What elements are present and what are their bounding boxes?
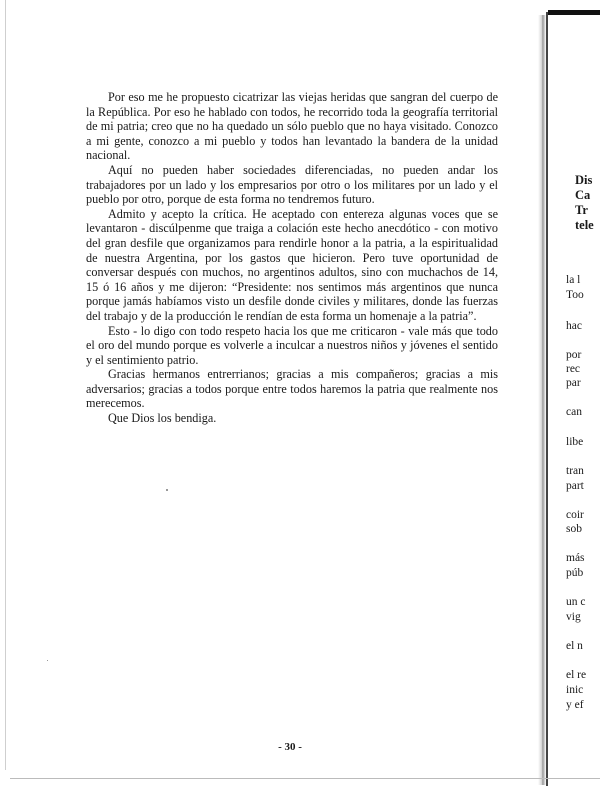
text-fragment: el n (566, 640, 583, 652)
text-fragment: tran (566, 465, 584, 477)
text-fragment: por (566, 349, 582, 361)
text-fragment: coir (566, 509, 584, 521)
page-number: - 30 - (278, 741, 302, 753)
text-fragment: can (566, 406, 582, 418)
text-fragment: hac (566, 320, 582, 332)
heading-line: tele (575, 218, 594, 232)
heading-line: Tr (575, 203, 588, 217)
text-fragment: Too (566, 289, 584, 301)
scan-speck (166, 489, 168, 491)
text-fragment: la l (566, 274, 581, 286)
paragraph: Por eso me he propuesto cicatrizar las viejas heridas que sangran del cuerpo de la República. Por eso he hablado con todos, he recorrido toda la geografía territorial de mi patria; creo que no ha quedado un sólo pueblo que no haya visitado. Conozco a mi gente, conozco a mi pueblo y todos han levantado la bandera de la unidad nacional. (86, 90, 498, 163)
text-fragment: y ef (566, 699, 584, 711)
spine-shadow (546, 12, 548, 786)
text-fragment: inic (566, 684, 584, 696)
right-page-heading (575, 173, 594, 233)
right-page (552, 0, 600, 786)
paragraph: Esto - lo digo con todo respeto hacia los que me criticaron - vale más que todo el oro del mundo porque es volverle a inculcar a nuestros niños y jóvenes el sentido y el sentimiento patrio. (86, 323, 498, 367)
text-fragment: libe (566, 436, 584, 448)
body-text (86, 90, 498, 426)
heading-line: Dis (575, 173, 593, 187)
text-fragment: sob (566, 523, 582, 535)
text-fragment: part (566, 480, 584, 492)
text-fragment: un c (566, 596, 586, 608)
paragraph: Aquí no pueden haber sociedades diferenciadas, no pueden andar los trabajadores por un lado y los empresarios por otro o los militares por un lado y el pueblo por otro, porque de esta forma no tendremos futuro. (86, 162, 498, 207)
page-left-edge (5, 0, 6, 770)
book-spine (538, 15, 546, 785)
paragraph: Admito y acepto la crítica. He aceptado con entereza algunas voces que se levantaron - discúlpenme que traiga a colación este hecho anecdótico - con motivo del gran desfile que organizamos para rendirle honor a la patria, a la espiritualidad de nuestra Argentina, por los gastos que hicieron. Pero tuve oportunidad de conversar después con muchos, no argentinos adultos, sino con muchachos de 14, 15 ó 16 años y me dijeron: “Presidente: nos sentimos más argentinos que nunca porque jamás habíamos visto un desfile donde civiles y militares, donde las fuerzas del trabajo y de la producción le rendían de esta forma un homenaje a la patria”. (86, 206, 498, 323)
text-fragment: el re (566, 669, 587, 681)
page-bottom-edge (10, 778, 600, 779)
scan-speck (47, 660, 48, 661)
text-fragment: vig (566, 611, 581, 623)
text-fragment: más (566, 552, 585, 564)
text-fragment: púb (566, 567, 584, 579)
heading-line: Ca (575, 188, 591, 202)
text-fragment: par (566, 377, 581, 389)
paragraph: Que Dios los bendiga. (108, 411, 217, 426)
paragraph: Gracias hermanos entrerrianos; gracias a mis compañeros; gracias a mis adversarios; gracias a todos porque entre todos haremos la patria que realmente nos merecemos. (86, 367, 498, 411)
text-fragment: rec (566, 363, 581, 375)
